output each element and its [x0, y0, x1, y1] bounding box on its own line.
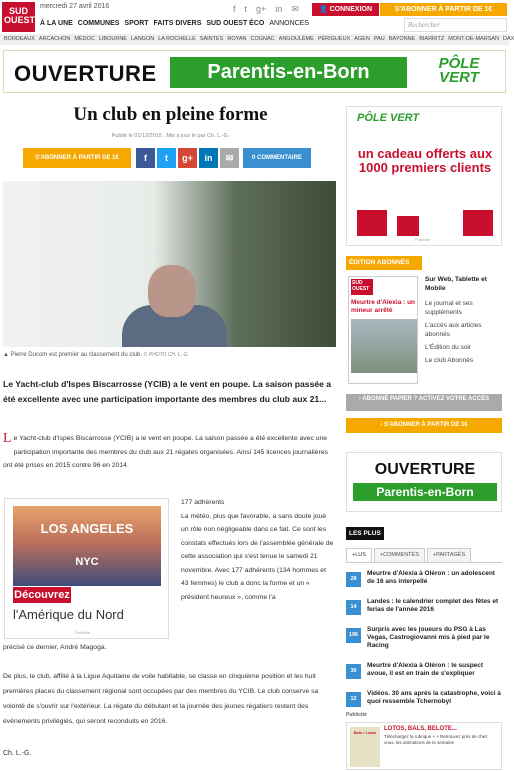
city-link[interactable]: ROYAN [227, 36, 247, 42]
ad-decouvrez: Découvrez [14, 589, 70, 601]
subscribe-side-label: S'ABONNER À PARTIR DE 1€ [384, 422, 468, 428]
comment-count-badge: 36 [346, 664, 361, 679]
side-ad2-ouverture: OUVERTURE [374, 461, 476, 478]
tab-plus-partages[interactable]: +PARTAGÉS [427, 548, 471, 562]
google-plus-icon[interactable]: g+ [256, 4, 267, 14]
top-bar [0, 0, 509, 34]
pole-vert-side-ad[interactable] [346, 106, 502, 246]
connexion-label: CONNEXION [329, 6, 373, 13]
logo-line2: OUEST [4, 15, 36, 25]
list-item-title[interactable]: Surpris avec les joueurs du PSG à Las Vegas, Castrogiovanni mis à pied par le Racing [367, 626, 490, 649]
edition-feature-item: L'accès aux articles abonnés [425, 322, 482, 338]
pole-vert-logo: PÔLE VERT [438, 55, 480, 86]
tab-plus-lus[interactable]: +LUS [346, 548, 372, 562]
list-item[interactable] [346, 690, 502, 712]
ad-amerique: l'Amérique du Nord [13, 607, 124, 622]
google-plus-share-icon[interactable]: g+ [178, 148, 197, 168]
lotos-ad-title: LOTOS, BALS, BELOTE... [384, 726, 457, 732]
les-plus-tabs [346, 548, 502, 563]
subscribe-article-button[interactable]: S'ABONNER À PARTIR DE 1€ [23, 148, 131, 168]
comment-count-badge: 14 [346, 600, 361, 615]
tab-plus-commentes[interactable]: +COMMENTÉS [374, 548, 425, 562]
current-date: mercredi 27 avril 2016 [40, 3, 110, 10]
twitter-icon[interactable]: t [244, 4, 248, 14]
paragraph-1-text: e Yacht-club d'Ispes Biscarrosse (YCIB) a le vent en poupe. La saison passée a été excellente avec une participation importante des membres du club aux 21 régates organisées. Ainsi 145 licences journalières ont été prises en 2015 contre 96 en 2014. [3, 435, 328, 469]
parentis-side-ad[interactable] [346, 452, 502, 512]
social-links [233, 4, 299, 15]
article-title: Un club en pleine forme [73, 104, 268, 125]
list-item[interactable] [346, 626, 502, 656]
article-paragraph-2: 177 adhérents La météo, plus que favorable, a sans doute joué un rôle non négligeable dans ce fait. Ce sont les constats effectués lors de l'assemblée générale de cette association qui s'est tenue le samedi 21 novembre. Avec 177 adhérents (134 hommes et 43 femmes) le club a donc la forme et un « président heureux », comme l'a [181, 499, 334, 601]
ad-los-angeles: LOS ANGELES [40, 521, 134, 536]
nav-item-annonces[interactable]: ANNONCES [269, 20, 310, 27]
activate-label: ABONNÉ PAPIER ? ACTIVEZ VOTRE ACCÈS [362, 396, 490, 402]
sud-ouest-logo[interactable] [2, 2, 35, 32]
city-link[interactable]: ARCACHON [38, 36, 71, 42]
chevron-right-icon: › [358, 396, 363, 402]
article-paragraph-1 [3, 432, 336, 473]
photo-person-head [148, 265, 196, 317]
photo-caption [3, 352, 336, 358]
banner-ouverture: OUVERTURE [14, 61, 157, 86]
chevron-right-icon: › [380, 422, 384, 428]
linkedin-icon[interactable]: in [275, 4, 283, 14]
les-plus-header: LES PLUS [346, 527, 384, 540]
side-ad-publicite: Publicité [415, 237, 431, 242]
publication-info: Publié le 01/12/2015 . Mis à jour le par Ch. L.-G. [111, 133, 230, 139]
city-link[interactable]: SAINTES [199, 36, 224, 42]
city-link[interactable]: PÉRIGUEUX [317, 36, 351, 42]
nav-item-eco[interactable]: SUD OUEST ÉCO [206, 20, 265, 27]
subscribe-side-button[interactable] [346, 418, 502, 433]
twitter-share-icon[interactable]: t [157, 148, 176, 168]
edition-feature-item: Le club Abonnés [425, 357, 474, 364]
city-link[interactable]: LANGON [130, 36, 155, 42]
publicite-label: Publicité [346, 712, 367, 718]
paper-headline: Meurtre d'Alexia : un mineur arrêté [351, 299, 416, 314]
lotos-ad-image: Bals / Lotos [350, 727, 380, 767]
share-bar [23, 148, 311, 168]
article-paragraph-3: précisé ce dernier, André Magoga. [3, 644, 107, 651]
list-item[interactable] [346, 662, 502, 684]
nav-item-une[interactable]: À LA UNE [40, 20, 73, 27]
nav-item-faits-divers[interactable]: FAITS DIVERS [153, 20, 202, 27]
city-link[interactable]: ANGOULÊME [278, 36, 314, 42]
gift-icon [397, 216, 419, 236]
city-link[interactable]: BORDEAUX [4, 36, 35, 42]
city-skyline-image [13, 506, 161, 586]
edition-features-title: Sur Web, Tablette et Mobile [425, 276, 487, 292]
caption-credit: © PHOTO CH. L.-G. [143, 352, 189, 358]
article-paragraph-4: De plus, le club, affilié à la Ligue Aquitaine de voile habitable, se classe en cinquième position et les huit premières places du classement régional sont occupées par des membres du YCIB. Le club conserve sa volonté de s'ouvrir sur l'extérieur. La régate du débutant et la journée des jeunes régatiers restent des événements privilégiés, qui seront reconduits en 2016. [3, 673, 319, 725]
paper-logo: SUD OUEST [351, 279, 373, 295]
comment-count-badge: 12 [346, 692, 361, 707]
city-link[interactable]: AGEN [354, 36, 370, 42]
gift-icon [463, 210, 493, 236]
mail-icon[interactable]: ✉ [291, 4, 299, 14]
comment-count-badge: 28 [346, 572, 361, 587]
main-nav [40, 20, 309, 27]
city-link[interactable]: BAYONNE [388, 36, 416, 42]
activate-access-button[interactable] [346, 394, 502, 411]
top-ad-banner[interactable] [3, 50, 506, 93]
city-link[interactable]: LA ROCHELLE [158, 36, 196, 42]
paper-image [351, 319, 417, 373]
cities-nav [0, 34, 514, 45]
edition-features [425, 275, 503, 369]
side-ad2-parentis: Parentis-en-Born [353, 483, 497, 501]
side-ad-text: un cadeau offerts aux 1000 premiers clients [357, 146, 493, 175]
facebook-icon[interactable]: f [233, 4, 236, 14]
list-item-title[interactable]: Vidéos. 30 ans après la catastrophe, voici à quoi ressemble Tchernobyl [367, 690, 501, 705]
caption-text: Pierre Ducom est premier au classement du club. [10, 352, 142, 358]
list-item-title[interactable]: Landes : le calendrier complet des fêtes et ferias de l'année 2016 [367, 598, 499, 613]
gift-icon [357, 210, 387, 236]
les-plus-list [346, 570, 502, 718]
ad-nyc: NYC [75, 556, 99, 568]
list-item[interactable] [346, 570, 502, 592]
city-link[interactable]: MÉDOC [74, 36, 95, 42]
city-link[interactable]: BIARRITZ [419, 36, 445, 42]
city-link[interactable]: DAX [503, 36, 514, 42]
drop-cap: L [3, 431, 12, 446]
lotos-ad[interactable] [346, 722, 502, 770]
comments-button[interactable]: 0 COMMENTAIRE [243, 148, 311, 168]
nav-item-sport[interactable]: SPORT [124, 20, 149, 27]
america-ad[interactable] [4, 498, 169, 639]
facebook-share-icon[interactable]: f [136, 148, 155, 168]
ad-publicite-label: Publicité [75, 630, 91, 635]
nav-item-communes[interactable]: COMMUNES [77, 20, 120, 27]
edition-abonnes-header: ÉDITION ABONNÉS [346, 256, 422, 270]
connexion-button[interactable] [312, 3, 379, 16]
city-link[interactable]: COGNAC [250, 36, 275, 42]
lotos-ad-text: Téléchargez la rubrique « » Retrouvez près de chez vous, les animations de la semaine [384, 734, 488, 745]
banner-parentis: Parentis-en-Born [170, 57, 407, 88]
subscribe-top-button[interactable]: S'ABONNER À PARTIR DE 1€ [380, 3, 507, 16]
city-link[interactable]: PAU [373, 36, 385, 42]
linkedin-share-icon[interactable]: in [199, 148, 218, 168]
side-pole-vert-logo: PÔLE VERT [357, 112, 420, 124]
city-link[interactable]: MONT-DE-MARSAN [448, 36, 500, 42]
city-link[interactable]: LIBOURNE [98, 36, 127, 42]
article-signature: Ch. L.-G. [3, 750, 32, 757]
search-input[interactable]: Rechercher [404, 18, 507, 32]
comment-count-badge: 196 [346, 628, 361, 643]
list-item[interactable] [346, 598, 502, 620]
mail-share-icon[interactable]: ✉ [220, 148, 239, 168]
edition-feature-item: L'Édition du soir [425, 344, 472, 351]
list-item-title[interactable]: Meurtre d'Alexia à Oléron : le suspect avoue, il est en train de s'expliquer [367, 662, 484, 677]
edition-feature-item: Le journal et ses suppléments [425, 300, 473, 316]
newspaper-thumbnail[interactable] [348, 276, 418, 384]
list-item-title[interactable]: Meurtre d'Alexia à Oléron : un adolescent de 16 ans interpellé [367, 570, 495, 585]
user-icon: 👤 [318, 6, 330, 13]
caption-triangle-icon: ▲ [3, 352, 11, 358]
logo-line1: SUD [8, 6, 28, 16]
article-lead: Le Yacht-club d'Ispes Biscarrosse (YCIB) a le vent en poupe. La saison passée a été excellente avec une participation importante des membres du club aux 21... [3, 379, 332, 404]
